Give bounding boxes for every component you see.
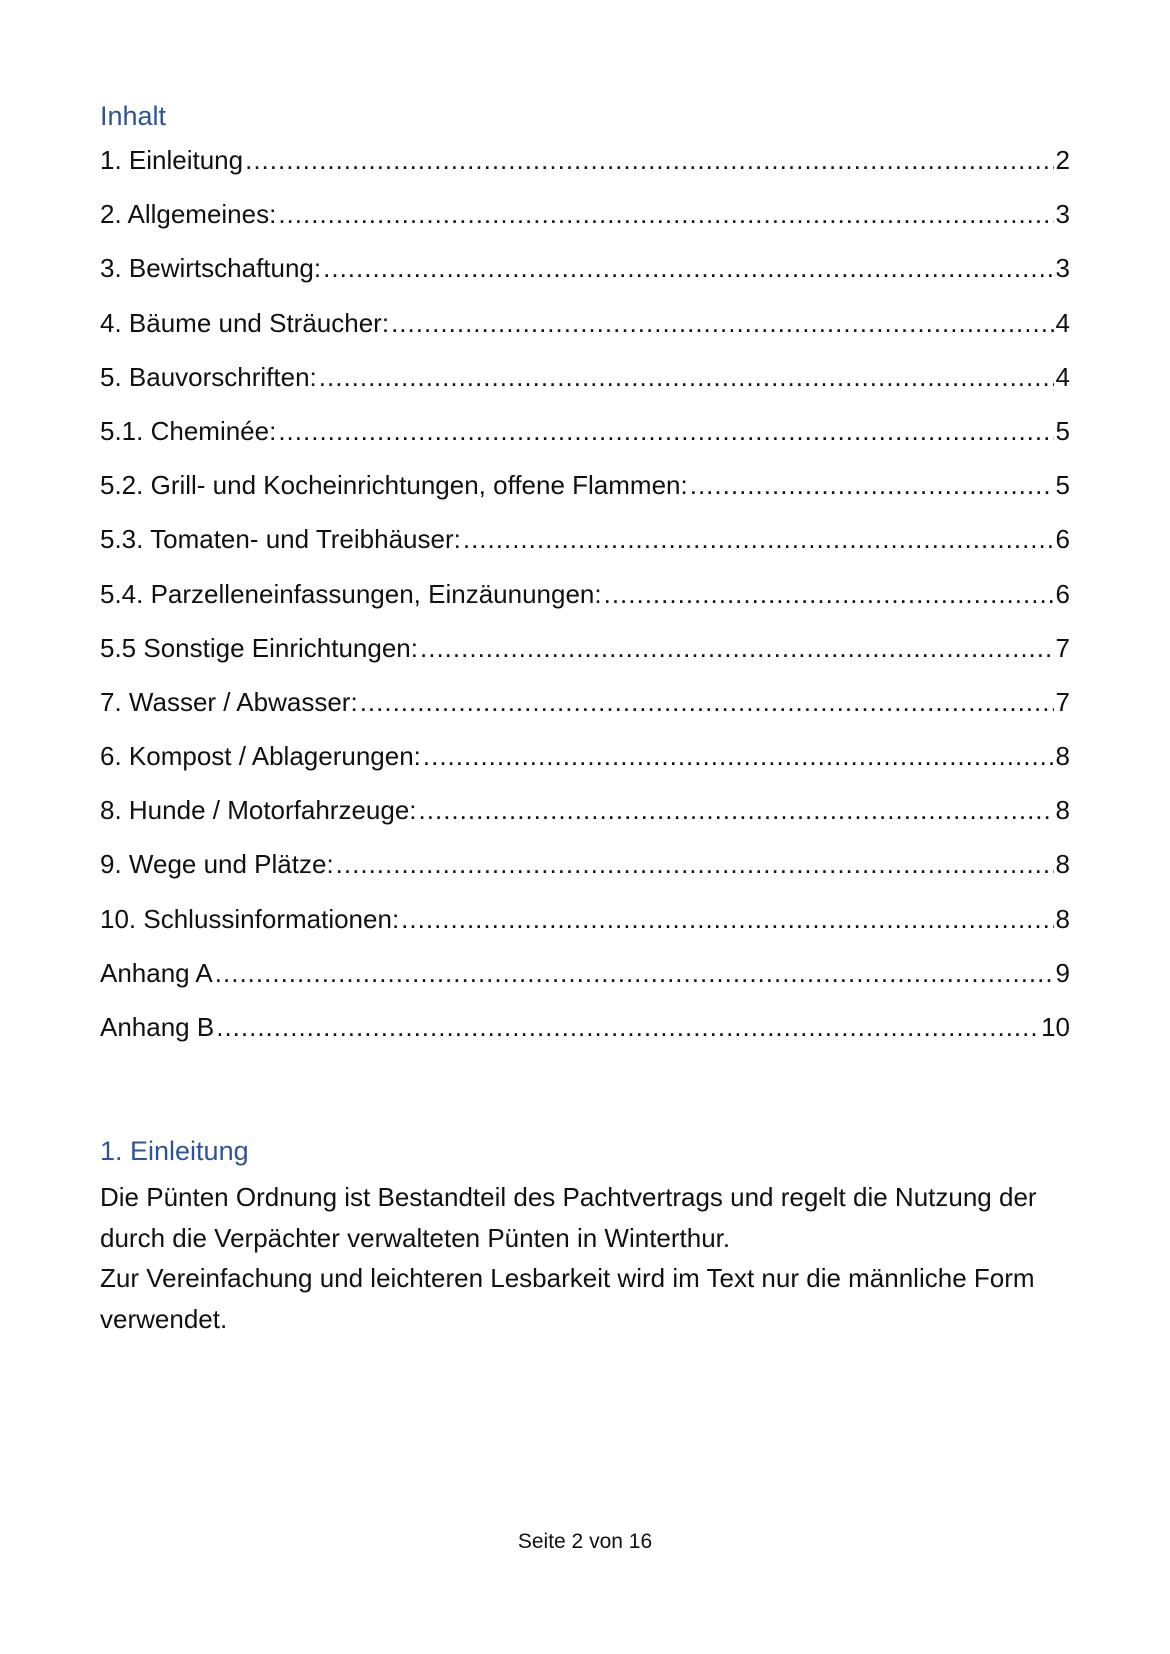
- toc-leader-dots: [419, 790, 1054, 830]
- toc-entry-page: 8: [1055, 795, 1070, 826]
- toc-entry-label: 9. Wege und Plätze:: [100, 849, 334, 880]
- toc-entry[interactable]: [100, 194, 1070, 248]
- toc-leader-dots: [420, 628, 1054, 668]
- toc-entry[interactable]: [100, 844, 1070, 898]
- toc-leader-dots: [391, 303, 1053, 343]
- toc-entry-label: 5. Bauvorschriften:: [100, 361, 317, 392]
- toc-leader-dots: [463, 519, 1054, 559]
- toc-entry[interactable]: [100, 682, 1070, 736]
- toc-entry[interactable]: [100, 411, 1070, 465]
- toc-entry-label: 1. Einleitung: [100, 145, 244, 175]
- toc-entry[interactable]: [100, 899, 1070, 953]
- toc-entry-page: 7: [1055, 632, 1070, 663]
- toc-entry-label: 5.3. Tomaten- und Treibhäuser:: [100, 524, 461, 555]
- table-of-contents: [100, 140, 1070, 1061]
- paragraph: Die Pünten Ordnung ist Bestandteil des Pachtvertrags und regelt die Nutzung der durch die Verpächter verwalteten Pünten in Winterthur.: [100, 1182, 1037, 1253]
- toc-entry-label: 2. Allgemeines:: [100, 199, 277, 230]
- toc-leader-dots: [604, 574, 1054, 614]
- toc-leader-dots: [323, 248, 1053, 288]
- toc-entry[interactable]: [100, 248, 1070, 302]
- section-body: [100, 1177, 1080, 1339]
- toc-leader-dots: [423, 736, 1054, 776]
- toc-entry-label: 3. Bewirtschaftung:: [100, 253, 322, 284]
- toc-entry-label: 5.2. Grill- und Kocheinrichtungen, offene Flammen:: [100, 470, 688, 501]
- toc-entry[interactable]: [100, 140, 1070, 194]
- toc-entry-page: 8: [1055, 849, 1070, 880]
- toc-leader-dots: [319, 357, 1054, 397]
- toc-entry-page: 8: [1055, 741, 1070, 772]
- toc-entry-page: 3: [1055, 199, 1070, 230]
- toc-entry[interactable]: [100, 465, 1070, 519]
- toc-heading: Inhalt: [100, 101, 167, 131]
- toc-entry-page: 8: [1055, 903, 1070, 934]
- toc-entry[interactable]: [100, 736, 1070, 790]
- toc-entry-page: 3: [1055, 253, 1070, 284]
- toc-leader-dots: [245, 140, 1053, 180]
- toc-leader-dots: [278, 411, 1053, 451]
- toc-entry-label: 4. Bäume und Sträucher:: [100, 307, 390, 338]
- toc-entry-page: 6: [1055, 578, 1070, 609]
- toc-entry[interactable]: [100, 519, 1070, 573]
- toc-entry-page: 5: [1055, 415, 1070, 446]
- toc-entry[interactable]: [100, 303, 1070, 357]
- toc-entry-label: 5.1. Cheminée:: [100, 415, 277, 446]
- toc-leader-dots: [215, 953, 1054, 993]
- toc-entry-label: 5.4. Parzelleneinfassungen, Einzäunungen:: [100, 578, 602, 609]
- toc-entry[interactable]: [100, 953, 1070, 1007]
- toc-leader-dots: [336, 844, 1054, 884]
- toc-entry-page: 7: [1055, 686, 1070, 717]
- toc-entry-label: 7. Wasser / Abwasser:: [100, 686, 358, 717]
- toc-entry[interactable]: [100, 574, 1070, 628]
- toc-entry-label: 8. Hunde / Motorfahrzeuge:: [100, 795, 417, 826]
- toc-entry-label: 6. Kompost / Ablagerungen:: [100, 741, 421, 772]
- toc-entry-label: Anhang A: [100, 957, 213, 988]
- toc-entry-page: 2: [1055, 145, 1070, 175]
- toc-entry-page: 9: [1055, 957, 1070, 988]
- toc-entry[interactable]: [100, 628, 1070, 682]
- toc-leader-dots: [690, 465, 1054, 505]
- toc-entry[interactable]: [100, 790, 1070, 844]
- page-footer: Seite 2 von 16: [517, 1530, 653, 1553]
- section-heading: 1. Einleitung: [100, 1136, 249, 1166]
- toc-entry-label: 5.5 Sonstige Einrichtungen:: [100, 632, 418, 663]
- toc-entry[interactable]: [100, 357, 1070, 411]
- toc-entry-page: 4: [1055, 361, 1070, 392]
- toc-entry-page: 10: [1041, 1012, 1070, 1042]
- toc-entry-label: Anhang B: [100, 1012, 215, 1042]
- toc-entry-page: 4: [1055, 307, 1070, 338]
- toc-leader-dots: [216, 1007, 1039, 1047]
- toc-leader-dots: [401, 899, 1053, 939]
- toc-entry-page: 6: [1055, 524, 1070, 555]
- paragraph: Zur Vereinfachung und leichteren Lesbarkeit wird im Text nur die männliche Form verwendet.: [100, 1263, 1035, 1334]
- toc-leader-dots: [278, 194, 1053, 234]
- toc-entry[interactable]: [100, 1007, 1070, 1061]
- toc-entry-page: 5: [1055, 470, 1070, 501]
- toc-leader-dots: [360, 682, 1054, 722]
- toc-entry-label: 10. Schlussinformationen:: [100, 903, 400, 934]
